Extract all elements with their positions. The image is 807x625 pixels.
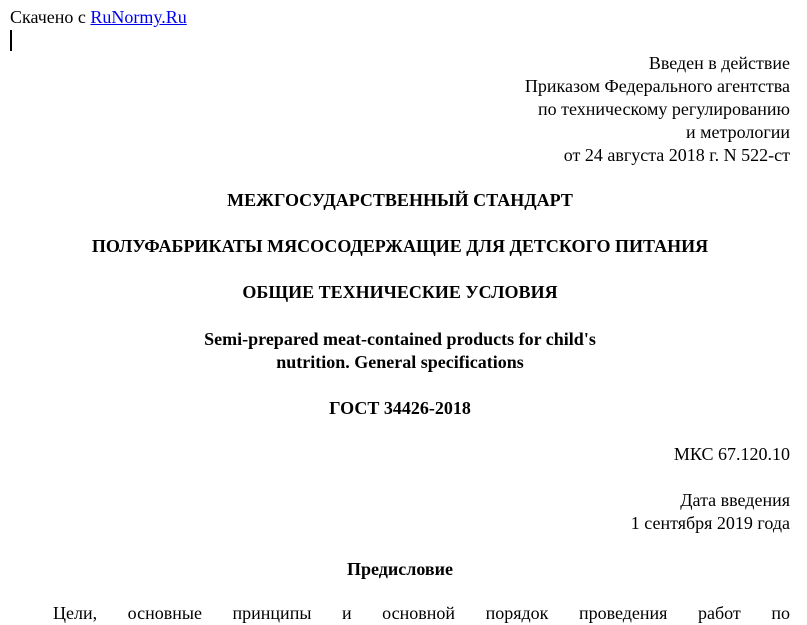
- enactment-line-1: Введен в действие: [648, 53, 790, 73]
- english-title-line-2: nutrition. General specifications: [276, 352, 524, 372]
- general-specs-title: ОБЩИЕ ТЕХНИЧЕСКИЕ УСЛОВИЯ: [242, 282, 558, 302]
- foreword-heading: Предисловие: [347, 559, 453, 579]
- mks-code: МКС 67.120.10: [673, 444, 790, 464]
- text-cursor: [10, 30, 12, 51]
- gost-number: ГОСТ 34426-2018: [329, 398, 471, 418]
- english-title-line-1: Semi-prepared meat-contained products for child's: [204, 329, 596, 349]
- enactment-line-4: и метрологии: [686, 122, 790, 142]
- downloaded-from-line: [10, 6, 187, 29]
- standard-type-heading: МЕЖГОСУДАРСТВЕННЫЙ СТАНДАРТ: [227, 190, 573, 210]
- effective-date-label: Дата введения: [680, 490, 790, 510]
- foreword-first-line: Цели, основные принципы и основной порядок проведения работ по: [53, 603, 790, 623]
- runormy-link[interactable]: RuNormy.Ru: [90, 7, 187, 27]
- effective-date-value: 1 сентября 2019 года: [630, 513, 790, 533]
- enactment-line-5: от 24 августа 2018 г. N 522-ст: [563, 145, 790, 165]
- downloaded-prefix: Скачено с: [10, 7, 86, 27]
- product-title: ПОЛУФАБРИКАТЫ МЯСОСОДЕРЖАЩИЕ ДЛЯ ДЕТСКОГО ПИТАНИЯ: [91, 236, 709, 256]
- enactment-line-3: по техническому регулированию: [537, 99, 790, 119]
- enactment-line-2: Приказом Федерального агентства: [524, 76, 790, 96]
